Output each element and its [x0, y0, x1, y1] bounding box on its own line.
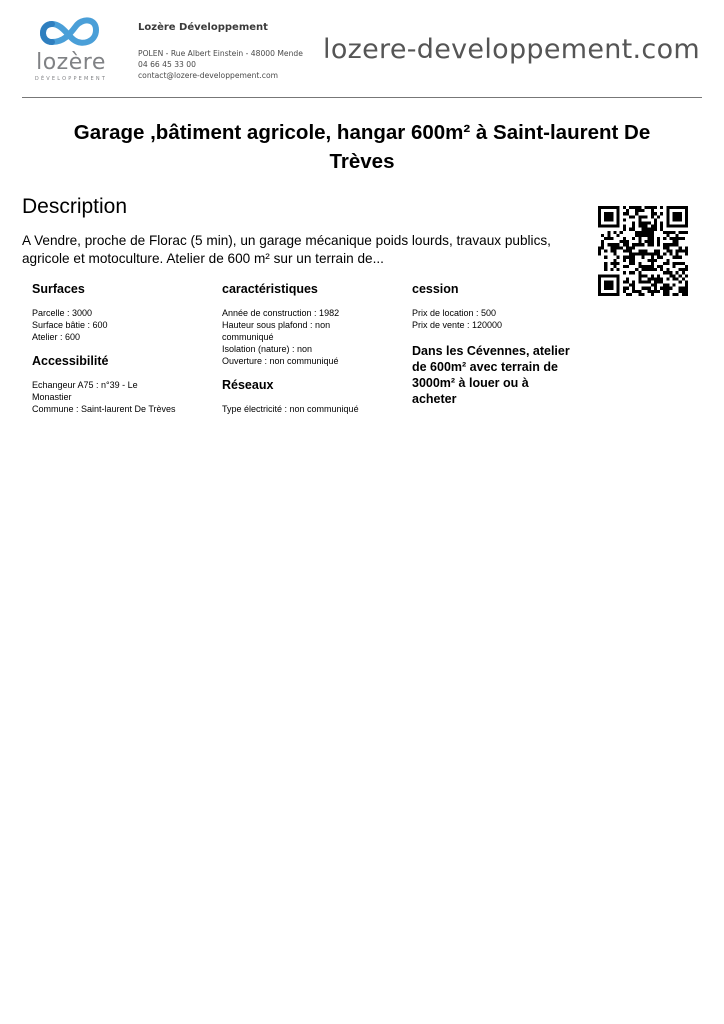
accessibilite-item: Commune : Saint-laurent De Trèves [32, 404, 176, 414]
reseaux-heading: Réseaux [222, 378, 274, 392]
cession-item: Prix de vente : 120000 [412, 320, 503, 330]
cession-item: Prix de location : 500 [412, 308, 497, 318]
header-divider [22, 97, 702, 98]
header [0, 0, 724, 100]
accessibilite-item: Echangeur A75 : n°39 - Le [32, 380, 138, 390]
cession-note: Dans les Cévennes, atelier de 600m² avec terrain de 3000m² à louer ou à acheter [412, 344, 570, 406]
caracteristique-item: Ouverture : non communiqué [222, 356, 339, 366]
caracteristique-item: Hauteur sous plafond : non [222, 320, 331, 330]
email[interactable]: contact@lozere-developpement.com [138, 71, 279, 80]
caracteristique-item: Année de construction : 1982 [222, 308, 340, 318]
column-caracteristiques [222, 281, 392, 415]
description-heading: Description [22, 195, 128, 218]
cession-heading: cession [412, 282, 459, 296]
org-name: Lozère Développement [138, 22, 268, 33]
accessibilite-heading: Accessibilité [32, 354, 109, 368]
surface-item: Atelier : 600 [32, 332, 81, 342]
caracteristiques-heading: caractéristiques [222, 282, 318, 296]
caracteristique-item: communiqué [222, 332, 274, 342]
column-cession [412, 281, 582, 407]
address: POLEN - Rue Albert Einstein - 48000 Mende [138, 49, 303, 58]
logo [30, 12, 112, 86]
accessibilite-item: Monastier [32, 392, 72, 402]
column-surfaces [32, 281, 202, 415]
page-title: Garage ,bâtiment agricole, hangar 600m² à Saint-laurent De Trèves [73, 121, 651, 173]
surface-item: Surface bâtie : 600 [32, 320, 108, 330]
logo-subtitle: DÉVELOPPEMENT [34, 76, 108, 82]
qr-code-icon [598, 206, 688, 296]
reseau-item: Type électricité : non communiqué [222, 404, 359, 414]
caracteristique-item: Isolation (nature) : non [222, 344, 313, 354]
surface-item: Parcelle : 3000 [32, 308, 93, 318]
contact-block [138, 48, 303, 81]
website-link[interactable]: lozere-developpement.com [323, 34, 700, 65]
surfaces-heading: Surfaces [32, 282, 85, 296]
logo-word: lozère [36, 50, 106, 75]
description-text: A Vendre, proche de Florac (5 min), un garage mécanique poids lourds, travaux publics, agricole et motoculture. Atelier de 600 m² sur un terrain de... [22, 233, 551, 266]
infinity-logo-icon [30, 12, 112, 54]
phone: 04 66 45 33 00 [138, 60, 196, 69]
